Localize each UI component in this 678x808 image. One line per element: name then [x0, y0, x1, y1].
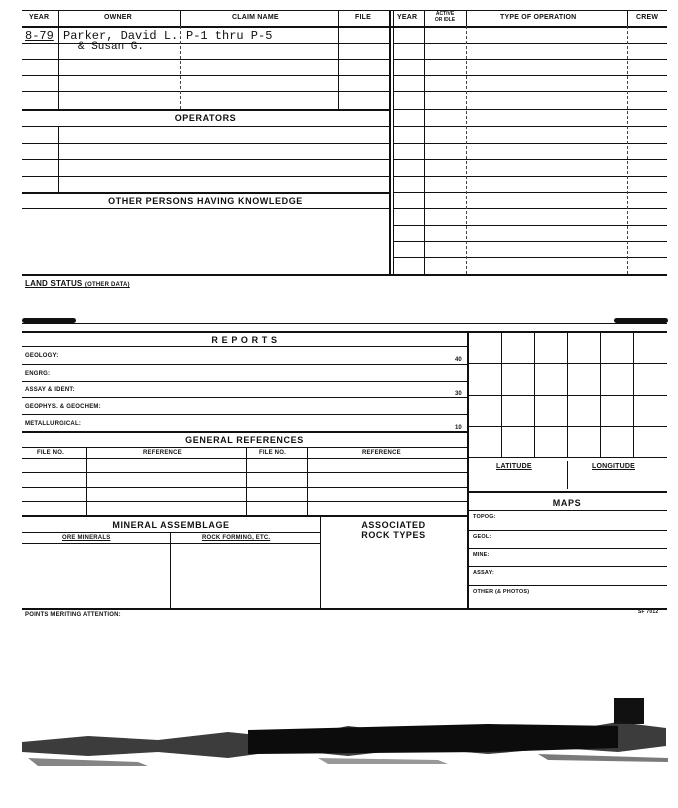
refs-reference-2: REFERENCE [362, 450, 401, 456]
entry-owner-line2: & Susan G. [78, 41, 145, 53]
header-file: FILE [355, 14, 371, 21]
refs-reference-1: REFERENCE [143, 450, 182, 456]
header-crew: CREW [636, 14, 659, 21]
associated-rock-types-2: ROCK TYPES [361, 530, 426, 540]
land-status-label [25, 279, 130, 288]
other-persons-title: OTHER PERSONS HAVING KNOWLEDGE [108, 196, 303, 206]
header-year-2: YEAR [397, 14, 418, 21]
land-status-text: LAND STATUS [25, 279, 83, 288]
header-active-2: OR IDLE [434, 17, 456, 23]
report-geology-label: GEOLOGY: [25, 353, 59, 359]
header-type-of-operation: TYPE OF OPERATION [500, 14, 577, 21]
associated-rock-types-1: ASSOCIATED [361, 520, 426, 530]
report-metallurgical-label: METALLURGICAL: [25, 421, 82, 427]
header-owner: OWNER [104, 14, 132, 21]
report-geophys-label: GEOPHYS. & GEOCHEM: [25, 404, 101, 410]
mineral-assemblage-title: MINERAL ASSEMBLAGE [112, 520, 230, 530]
maps-topog: TOPOG: [473, 514, 496, 520]
entry-claim: P-1 thru P-5 [186, 29, 273, 43]
maps-mine: MINE: [473, 552, 490, 558]
report-assay-num: 30 [455, 391, 462, 397]
maps-geol: GEOL: [473, 534, 492, 540]
refs-file-no-2: FILE NO. [259, 450, 286, 456]
operators-title: OPERATORS [174, 113, 237, 123]
longitude-label: LONGITUDE [592, 463, 636, 470]
maps-other: OTHER (& PHOTOS) [473, 589, 530, 595]
ore-minerals-label: ORE MINERALS [62, 535, 111, 541]
reports-title: R E P O R T S [211, 335, 278, 345]
latitude-label: LATITUDE [496, 463, 532, 470]
entry-year: 8-79 [25, 29, 54, 43]
report-metallurgical-num: 10 [455, 425, 462, 431]
maps-assay: ASSAY: [473, 570, 495, 576]
rock-forming-label: ROCK FORMING, ETC. [202, 535, 271, 541]
form-number: SF 7012 [638, 609, 659, 615]
header-active-1: ACTIVE [435, 11, 455, 17]
header-claim-name: CLAIM NAME [232, 14, 279, 21]
report-geology-num: 40 [455, 357, 462, 363]
header-year: YEAR [29, 14, 50, 21]
scan-smudge [18, 718, 670, 778]
entry-owner-line1: Parker, David L. [63, 29, 179, 43]
general-refs-title: GENERAL REFERENCES [185, 435, 304, 445]
land-status-sub: (OTHER DATA) [84, 282, 130, 288]
refs-file-no-1: FILE NO. [37, 450, 64, 456]
maps-title: MAPS [552, 498, 582, 508]
report-engrg-label: ENGRG: [25, 371, 51, 377]
points-meriting-attention: POINTS MERITING ATTENTION: [25, 612, 121, 618]
report-assay-label: ASSAY & IDENT: [25, 387, 75, 393]
